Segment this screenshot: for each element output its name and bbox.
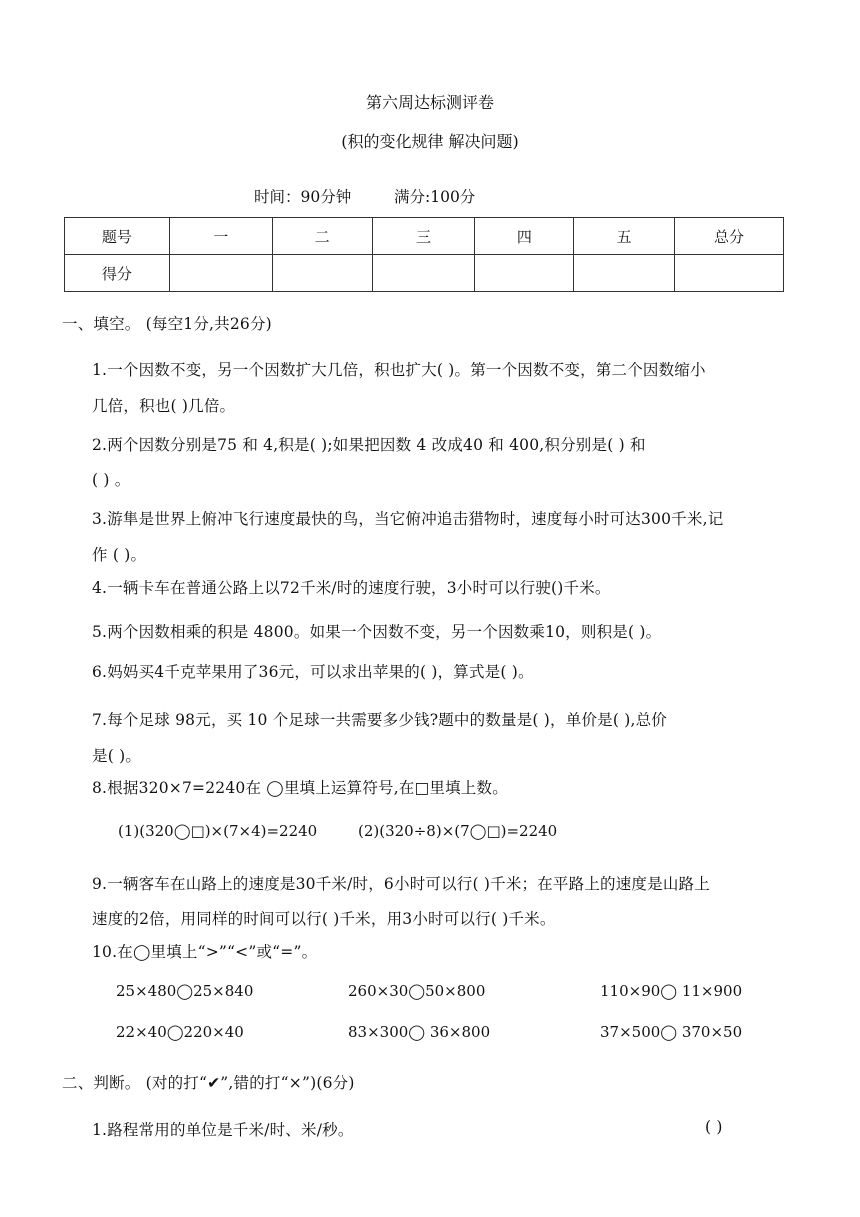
comparison-item: 22×40◯220×40 (116, 1023, 244, 1041)
score-cell[interactable] (574, 255, 675, 292)
comparison-item: 25×480◯25×840 (116, 982, 254, 1000)
table-row-label: 得分 (65, 255, 170, 292)
table-header-cell: 四 (475, 218, 574, 255)
table-header-cell: 一 (169, 218, 272, 255)
score-cell[interactable] (169, 255, 272, 292)
question-4: 4.一辆卡车在普通公路上以72千米/时的速度行驶，3小时可以行驶()千米。 (92, 579, 611, 597)
question-7-line-1: 7.每个足球 98元，买 10 个足球一共需要多少钱?题中的数量是( )，单价是( ),总价 (92, 711, 667, 729)
comparison-item: 110×90◯ 11×900 (600, 982, 743, 1000)
comparison-item: 37×500◯ 370×50 (600, 1023, 743, 1041)
judgement-question-1: 1.路程常用的单位是千米/时、米/秒。 (92, 1121, 354, 1139)
question-5: 5.两个因数相乘的积是 4800。如果一个因数不变，另一个因数乘10，则积是( )。 (92, 623, 662, 641)
question-8-part-2: (2)(320÷8)×(7◯□)=2240 (358, 822, 558, 840)
question-3-line-1: 3.游隼是世界上俯冲飞行速度最快的鸟，当它俯冲追击猎物时，速度每小时可达300千米,记 (92, 510, 724, 528)
question-8: 8.根据320×7=2240在 ◯里填上运算符号,在□里填上数。 (92, 779, 508, 797)
score-cell[interactable] (272, 255, 372, 292)
question-9-line-2: 速度的2倍，用同样的时间可以行( )千米，用3小时可以行( )千米。 (92, 910, 556, 928)
exam-time: 时间：90分钟 (254, 188, 352, 206)
score-table (64, 217, 784, 292)
score-table-header-row (65, 218, 784, 255)
table-header-cell: 题号 (65, 218, 170, 255)
section-1-title: 一、填空。 (每空1分,共26分) (62, 315, 272, 333)
table-header-cell: 五 (574, 218, 675, 255)
score-cell[interactable] (372, 255, 475, 292)
score-table-score-row (65, 255, 784, 292)
score-cell[interactable] (475, 255, 574, 292)
table-header-cell: 三 (372, 218, 475, 255)
question-10: 10.在◯里填上“>”“<”或“=”。 (92, 943, 318, 961)
question-6: 6.妈妈买4千克苹果用了36元，可以求出苹果的( )，算式是( )。 (92, 663, 534, 681)
score-cell[interactable] (675, 255, 784, 292)
question-3-line-2: 作 ( )。 (92, 546, 147, 564)
page-title: 第六周达标测评卷 (365, 93, 494, 112)
table-header-cell: 总分 (675, 218, 784, 255)
exam-full-score: 满分:100分 (394, 188, 476, 206)
question-8-part-1: (1)(320◯□)×(7×4)=2240 (118, 822, 318, 840)
question-1-line-1: 1.一个因数不变，另一个因数扩大几倍，积也扩大( )。第一个因数不变，第二个因数缩小 (92, 361, 706, 379)
answer-bracket[interactable]: ( ) (705, 1118, 723, 1136)
question-2-line-1: 2.两个因数分别是75 和 4,积是( );如果把因数 4 改成40 和 400,积分别是( ) 和 (92, 436, 646, 454)
comparison-item: 83×300◯ 36×800 (348, 1023, 491, 1041)
question-9-line-1: 9.一辆客车在山路上的速度是30千米/时，6小时可以行( )千米；在平路上的速度是山路上 (92, 875, 710, 893)
question-7-line-2: 是( )。 (92, 747, 142, 765)
page-subtitle: (积的变化规律 解决问题) (341, 132, 519, 151)
comparison-item: 260×30◯50×800 (348, 982, 486, 1000)
table-header-cell: 二 (272, 218, 372, 255)
section-2-title: 二、判断。 (对的打“✔”,错的打“×”)(6分) (62, 1074, 355, 1092)
question-2-line-2: ( ) 。 (92, 471, 131, 489)
question-1-line-2: 几倍，积也( )几倍。 (92, 397, 236, 415)
